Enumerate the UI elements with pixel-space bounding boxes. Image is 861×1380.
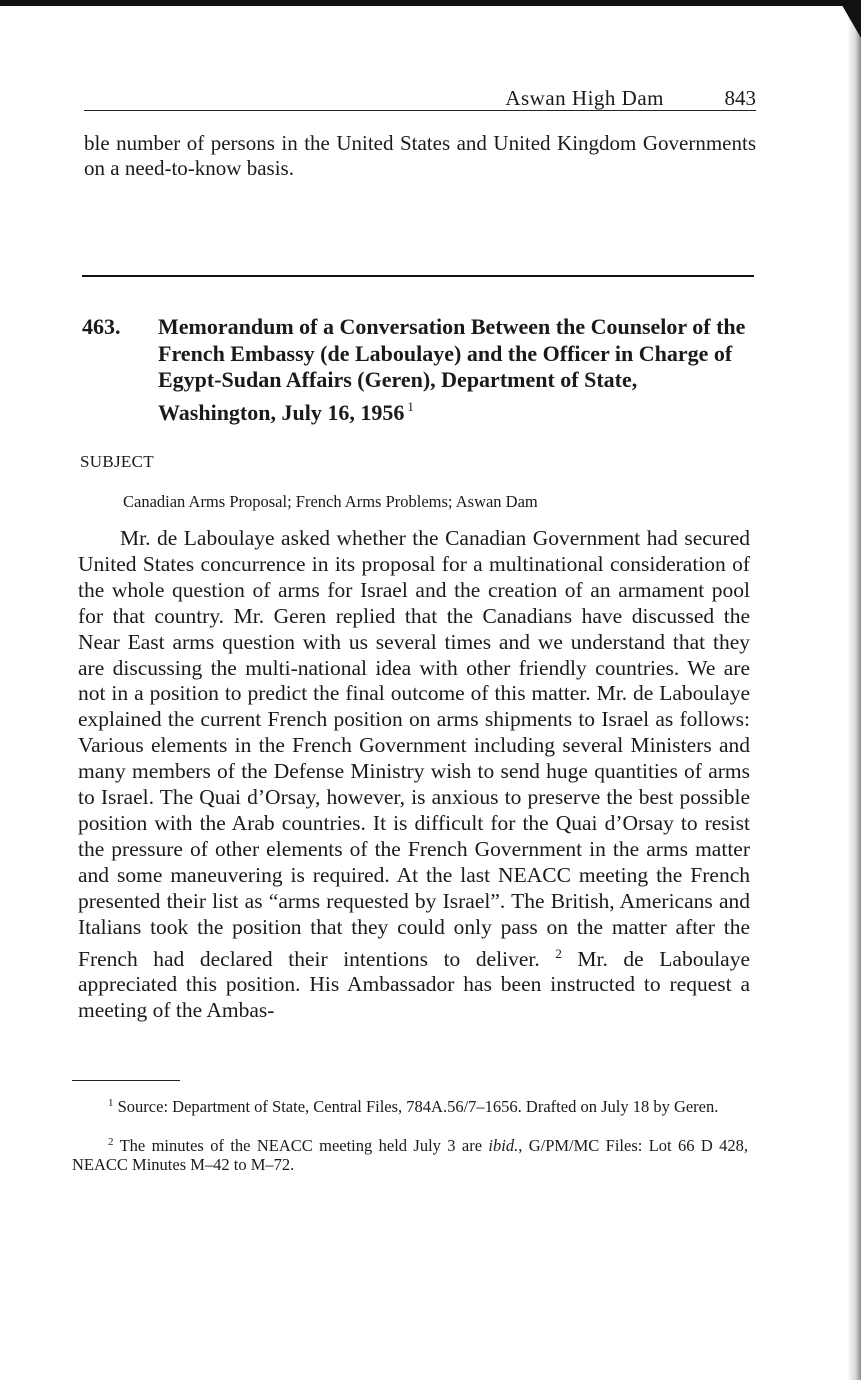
footnote-2-text-after: , G/PM/MC Files: Lot 66 D 428, NEACC Minutes M–42 to M–72. [72,1136,748,1174]
footnote-divider [72,1080,180,1081]
footnote-1-text: Source: Department of State, Central Files, 784A.56/7–1656. Drafted on July 18 by Geren. [117,1097,719,1116]
subject-label: SUBJECT [80,452,154,471]
footnote-1 [72,1094,748,1116]
page-number: 843 [724,86,756,110]
footnote-1-ref: 1 [108,1097,114,1109]
page-fold-corner [821,0,861,40]
footnote-2-text-before: The minutes of the NEACC meeting held July 3 are [119,1136,489,1155]
title-footnote-ref: 1 [407,398,414,414]
footnote-2 [72,1133,748,1174]
section-divider [82,275,754,277]
body-text-part2: Mr. de Laboulaye appreciated this position. His Ambassador has been instructed to request a meeting of the Ambas- [78,946,751,1023]
body-footnote-ref: 2 [555,945,562,961]
document-title [158,314,758,426]
document-title-text: Memorandum of a Conversation Between the Counselor of the French Embassy (de Laboulaye) and the Officer in Charge of Egypt-Sudan Affairs (Geren), Department of State, Washington, July 16, 1956 [158,314,746,425]
scan-edge-top [0,0,861,6]
running-title: Aswan High Dam [505,86,664,110]
scan-edge-right [847,0,861,1380]
footnote-2-ibid: ibid. [488,1136,519,1155]
footnote-2-ref: 2 [108,1136,114,1148]
document-number: 463. [82,314,121,339]
body-paragraph [78,526,750,1024]
running-header [84,86,756,111]
carryover-paragraph: ble number of persons in the United States and United Kingdom Governments on a need-to-know basis. [84,131,756,180]
subject-text: Canadian Arms Proposal; French Arms Problems; Aswan Dam [123,492,538,511]
body-text-part1: Mr. de Laboulaye asked whether the Canadian Government had secured United States concurrence in its proposal for a multinational consideration of the whole question of arms for Israel and the creation of an armament pool for that country. Mr. Geren replied that the Canadians have discussed the Near East arms question with us several times and we understand that they are discussing the multi-national idea with other friendly countries. We are not in a position to predict the final outcome of this matter. Mr. de Laboulaye explained the current French position on arms shipments to Israel as follows: Various elements in the French Government including several Ministers and many members of the Defense Ministry wish to send huge quantities of arms to Israel. The Quai d’Orsay, however, is anxious to preserve the best possible position with the Arab countries. It is difficult for the Quai d’Orsay to resist the pressure of other elements of the French Government in the arms matter and some maneuvering is required. At the last NEACC meeting the French presented their list as “arms requested by Israel”. The British, Americans and Italians took the position that they could only pass on the matter after the French had declared their intentions to deliver. [78,526,750,971]
